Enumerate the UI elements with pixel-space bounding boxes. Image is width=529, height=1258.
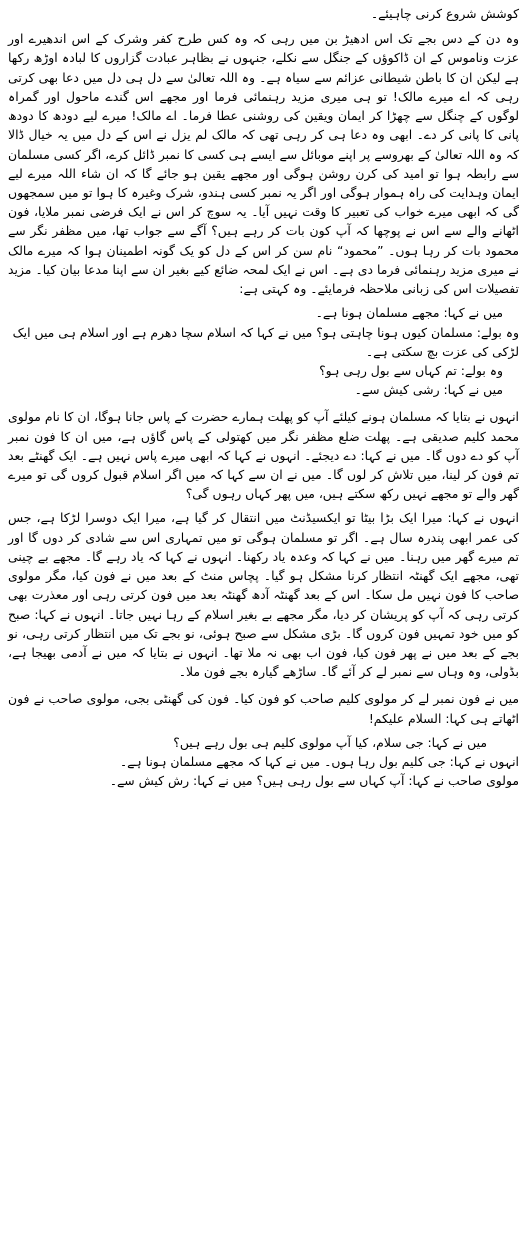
dialogue-line: میں نے کہا: جی سلام، کیا آپ مولوی کلیم ہی بول رہے ہیں؟	[173, 734, 487, 750]
dialogue-line: وہ بولے: تم کہاں سے بول رہی ہو؟	[319, 362, 503, 378]
opening-line: کوشش شروع کرنی چاہیئے۔	[370, 6, 519, 21]
dialogue-block-1	[8, 303, 519, 399]
dialogue-line: مولوی صاحب نے کہا: آپ کہاں سے بول رہی ہیں؟ میں نے کہا: رش کیش سے۔	[109, 773, 519, 789]
paragraph-story-intro: وہ دن کے دس بجے تک اس ادھیڑ بن میں رہی کہ وہ کس طرح کفر وشرک کے اس اندھیرے اور عزت وناموس کے ان ڈاکوؤں کے جنگل سے نکلے، جنہوں نے بظاہر عبادت گزاروں کا لبادہ اوڑھ رکھا ہے لیکن ان کا باطن شیطانی عزائم سے سیاہ ہے۔ وہ اللہ تعالیٰ سے دل ہی دل میں دعا بھی کرتی رہی کہ اے میرے مالک! تو ہی میری مزید رہنمائی فرما اور مجھے اس گندے ماحول اور گمراہ لوگوں کے چنگل سے چھڑا کر ایمان ویقین کی روشنی عطا فرما۔ اے مالک! میرے لیے دودھ کا دودھ پانی کا پانی کر دے۔ ابھی وہ دعا ہی کر رہی تھی کہ مالک لم یزل نے اس کے دل میں یہ خیال ڈالا کہ وہ اللہ تعالیٰ کے بھروسے پر اپنے موبائل سے ایسے ہی کسی کا نمبر ڈائل کرے، اگر کسی مسلمان سے رابطہ ہوا تو امید کی کرن روشن ہوگی اور مجھے یقین ہو جائے گا کہ ان شاء اللہ میرے لیے ایمان وہدایت کی راہ ہموار ہوگی اور اگر یہ نمبر کسی ہندو، شرک وغیرہ کا ہوا تو میں سمجھوں گی کہ ابھی میرے خواب کی تعبیر کا وقت نہیں آیا۔ یہ سوچ کر اس نے ایک فرضی نمبر ملایا، فون اٹھانے والے سے اس نے پوچھا کہ آپ کون بات کر رہے ہیں؟ آگے سے جواب تھا، میں مظفر نگر سے محمود بات کر رہا ہوں۔ ”محمود“ نام سن کر اس کے دل کو یک گونہ اطمینان ہوا کہ میرے مالک نے میری مزید رہنمائی فرما دی ہے۔ اس نے ایک لمحہ ضائع کیے بغیر ان سے اپنا مدعا بیان کیا۔ مزید تفصیلات اس کی زبانی ملاحظہ فرمایئے۔ وہ کہتی ہے:	[8, 31, 519, 297]
paragraph-phalat: انہوں نے بتایا کہ مسلمان ہونے کیلئے آپ کو پھلت ہمارے حضرت کے پاس جانا ہوگا، ان کا نام مولوی محمد کلیم صدیقی ہے۔ پھلت ضلع مظفر نگر میں کھتولی کے پاس گاؤں ہے، میں ان کا فون نمبر آپ کو دے دوں گا۔ میں نے کہا: دے دیجئے۔ انہوں نے کہا کہ ابھی میرے پاس نہیں ہے۔ ایک گھنٹے بعد تم فون کر لینا، میں تلاش کر لوں گا۔ میں نے ان سے کہا کہ میں اگر اسلام قبول کروں گی تو میرے گھر والے تو مجھے نہیں رکھ سکتے ہیں، میں پھر کہاں رہوں گی؟	[8, 409, 519, 502]
dialogue-line: انہوں نے کہا: جی کلیم بول رہا ہوں۔ میں نے کہا کہ مجھے مسلمان ہونا ہے۔	[119, 754, 519, 770]
dialogue-line: میں نے کہا: رشی کیش سے۔	[354, 382, 503, 398]
paragraph-phone-call: میں نے فون نمبر لے کر مولوی کلیم صاحب کو فون کیا۔ فون کی گھنٹی بجی، مولوی صاحب نے فون اٹھاتے ہی کہا: السلام علیکم!	[8, 691, 519, 726]
paragraph-promise: انہوں نے کہا: میرا ایک بڑا بیٹا تو ایکسیڈنٹ میں انتقال کر گیا ہے، میرا ایک دوسرا لڑکا ہے، جس کی عمر ابھی پندرہ سال ہے۔ اگر تو مسلمان ہوگی تو میں تمہاری اس سے شادی کر دوں گا اور تم میرے گھر میں رہنا۔ میں نے کہا کہ وعدہ یاد رکھنا۔ انہوں نے کہا کہ یاد رہے گا۔ مجھے بے چینی تھی، مجھے ایک گھنٹہ انتظار کرنا مشکل ہو گیا۔ پچاس منٹ کے بعد میں نے فون کیا، مگر مولوی صاحب کا فون نہیں مل سکا۔ اس کے بعد گھنٹہ آدھ گھنٹہ بعد میں فون کرتی رہی اور معذرت بھی کرتی رہی کہ آپ کو پریشان کر دیا، مگر مجھے بے بغیر اسلام کے رہا نہیں جاتا۔ انہوں نے کہا: صبح کو میں خود تمہیں فون کروں گا۔ بڑی مشکل سے صبح ہوئی، نو بجے تک میں انتظار کرتی رہی، نو بجے کے بعد میں نے پھر فون کیا، فون اب بھی نہ ملا تھا۔ انہوں نے بتایا کہ میں نے آدمی بھیجا ہے، بڈولی، وہ وہاں سے نمبر لے کر آئے گا۔ ساڑھے گیارہ بجے فون ملا۔	[8, 510, 519, 680]
dialogue-line: میں نے کہا: مجھے مسلمان ہونا ہے۔	[315, 305, 503, 321]
dialogue-block-2	[8, 733, 519, 791]
dialogue-line: وہ بولے: مسلمان کیوں ہونا چاہتی ہو؟ میں نے کہا کہ اسلام سچا دھرم ہے اور اسلام ہی میں ایک لڑکی کی عزت بچ سکتی ہے۔	[12, 324, 519, 359]
